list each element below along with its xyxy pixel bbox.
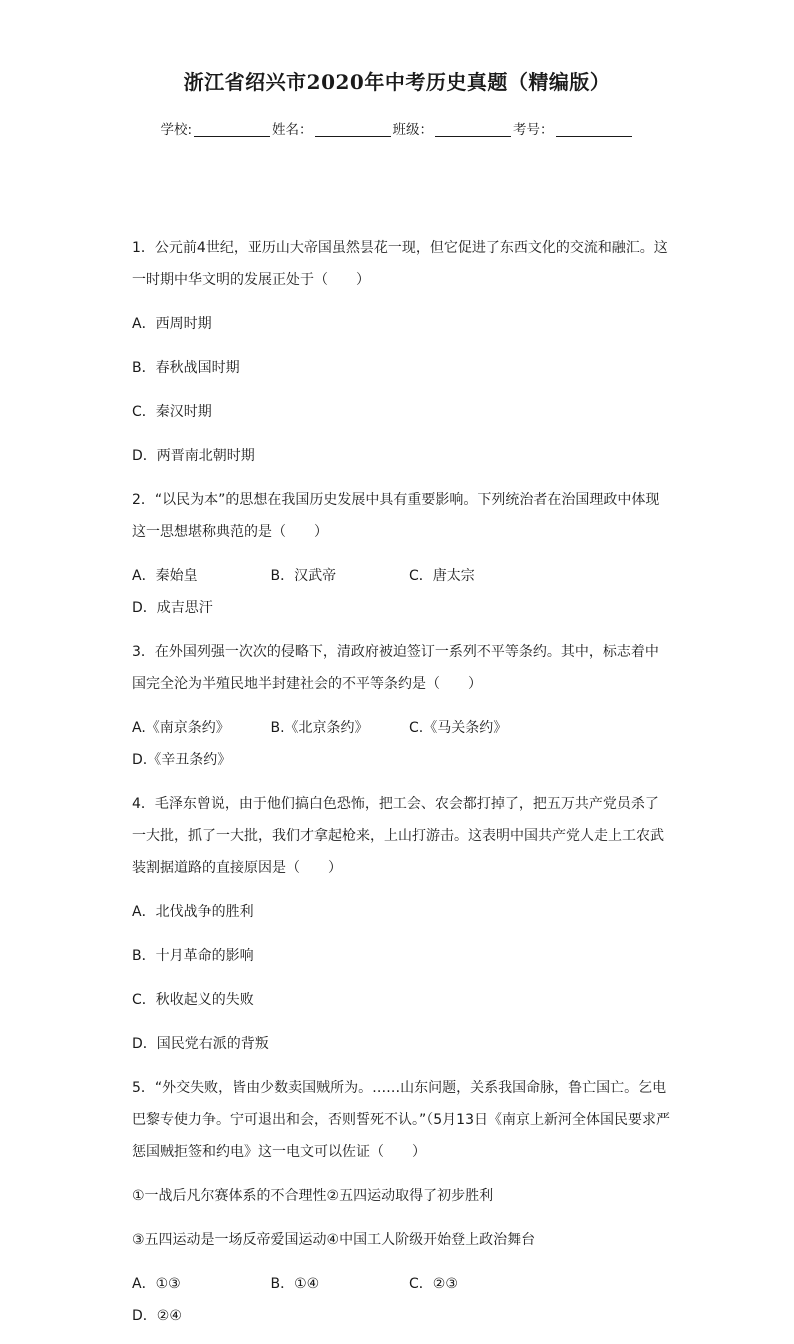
option-d: D．国民党右派的背叛: [132, 1036, 269, 1052]
question-1: [132, 232, 672, 484]
option-d: D．成吉思汗: [132, 600, 213, 616]
question-stem: 5．“外交失败，皆由少数卖国贼所为。……山东问题，关系我国命脉，鲁亡国亡。乞电巴黎专使力争。宁可退出和会，否则誓死不认。”（5月13日《南京上新河全体国民要求严惩国贼拒签和约电》这一电文可以佐证（ ）: [132, 1080, 670, 1160]
option-a: A．北伐战争的胜利: [132, 904, 254, 920]
answer-options: [132, 896, 672, 1072]
option-a: A．秦始皇: [132, 568, 198, 584]
option-b: B．十月革命的影响: [132, 948, 254, 964]
option-c: C．②③: [409, 1276, 458, 1292]
question-list: [132, 232, 672, 1344]
page-title: 浙江省绍兴市2020年中考历史真题（精编版）: [183, 70, 611, 94]
option-a: A.《南京条约》: [132, 720, 230, 736]
exam-no-blank: [556, 122, 632, 137]
question-stem: 1．公元前4世纪，亚历山大帝国虽然昙花一现，但它促进了东西文化的交流和融汇。这一时期中华文明的发展正处于（ ）: [132, 240, 668, 288]
class-label: 班级：: [392, 122, 434, 138]
option-c: C．秦汉时期: [132, 404, 212, 420]
question-stem: 4．毛泽东曾说，由于他们搞白色恐怖，把工会、农会都打掉了，把五万共产党员杀了一大批，抓了一大批，我们才拿起枪来，上山打游击。这表明中国共产党人走上工农武装割据道路的直接原因是（ ）: [132, 796, 664, 876]
question-stem: 3．在外国列强一次次的侵略下，清政府被迫签订一系列不平等条约。其中，标志着中国完全沦为半殖民地半封建社会的不平等条约是（ ）: [132, 644, 659, 692]
school-blank: [194, 122, 270, 137]
school-label: 学校:: [160, 122, 193, 138]
option-c: C．秋收起义的失败: [132, 992, 254, 1008]
student-info-line: [0, 118, 794, 138]
name-blank: [315, 122, 391, 137]
exam-no-label: 考号：: [513, 122, 554, 138]
option-d: D．两晋南北朝时期: [132, 448, 255, 464]
option-b: B．①④: [270, 1276, 320, 1292]
answer-options: [132, 560, 672, 624]
option-b: B．汉武帝: [270, 568, 337, 584]
option-b: B．春秋战国时期: [132, 360, 240, 376]
question-5: [132, 1072, 672, 1332]
class-blank: [435, 122, 511, 137]
option-d: D.《辛丑条约》: [132, 752, 232, 768]
question-stem: 2．“以民为本”的思想在我国历史发展中具有重要影响。下列统治者在治国理政中体现这一思想堪称典范的是（ ）: [132, 492, 660, 540]
option-c: C．唐太宗: [409, 568, 475, 584]
option-a: A．①③: [132, 1276, 181, 1292]
question-4: [132, 788, 672, 1072]
option-d: D．②④: [132, 1308, 182, 1324]
name-label: 姓名：: [272, 122, 313, 138]
answer-options: [132, 712, 672, 776]
question-3: [132, 636, 672, 776]
option-c: C.《马关条约》: [409, 720, 508, 736]
option-b: B.《北京条约》: [270, 720, 369, 736]
question-2: [132, 484, 672, 624]
option-a: A．西周时期: [132, 316, 212, 332]
answer-options: [132, 308, 672, 484]
statement-line: ③五四运动是一场反帝爱国运动④中国工人阶级开始登上政治舞台: [132, 1232, 536, 1248]
statement-line: ①一战后凡尔赛体系的不合理性②五四运动取得了初步胜利: [132, 1188, 494, 1204]
answer-options: [132, 1268, 672, 1332]
